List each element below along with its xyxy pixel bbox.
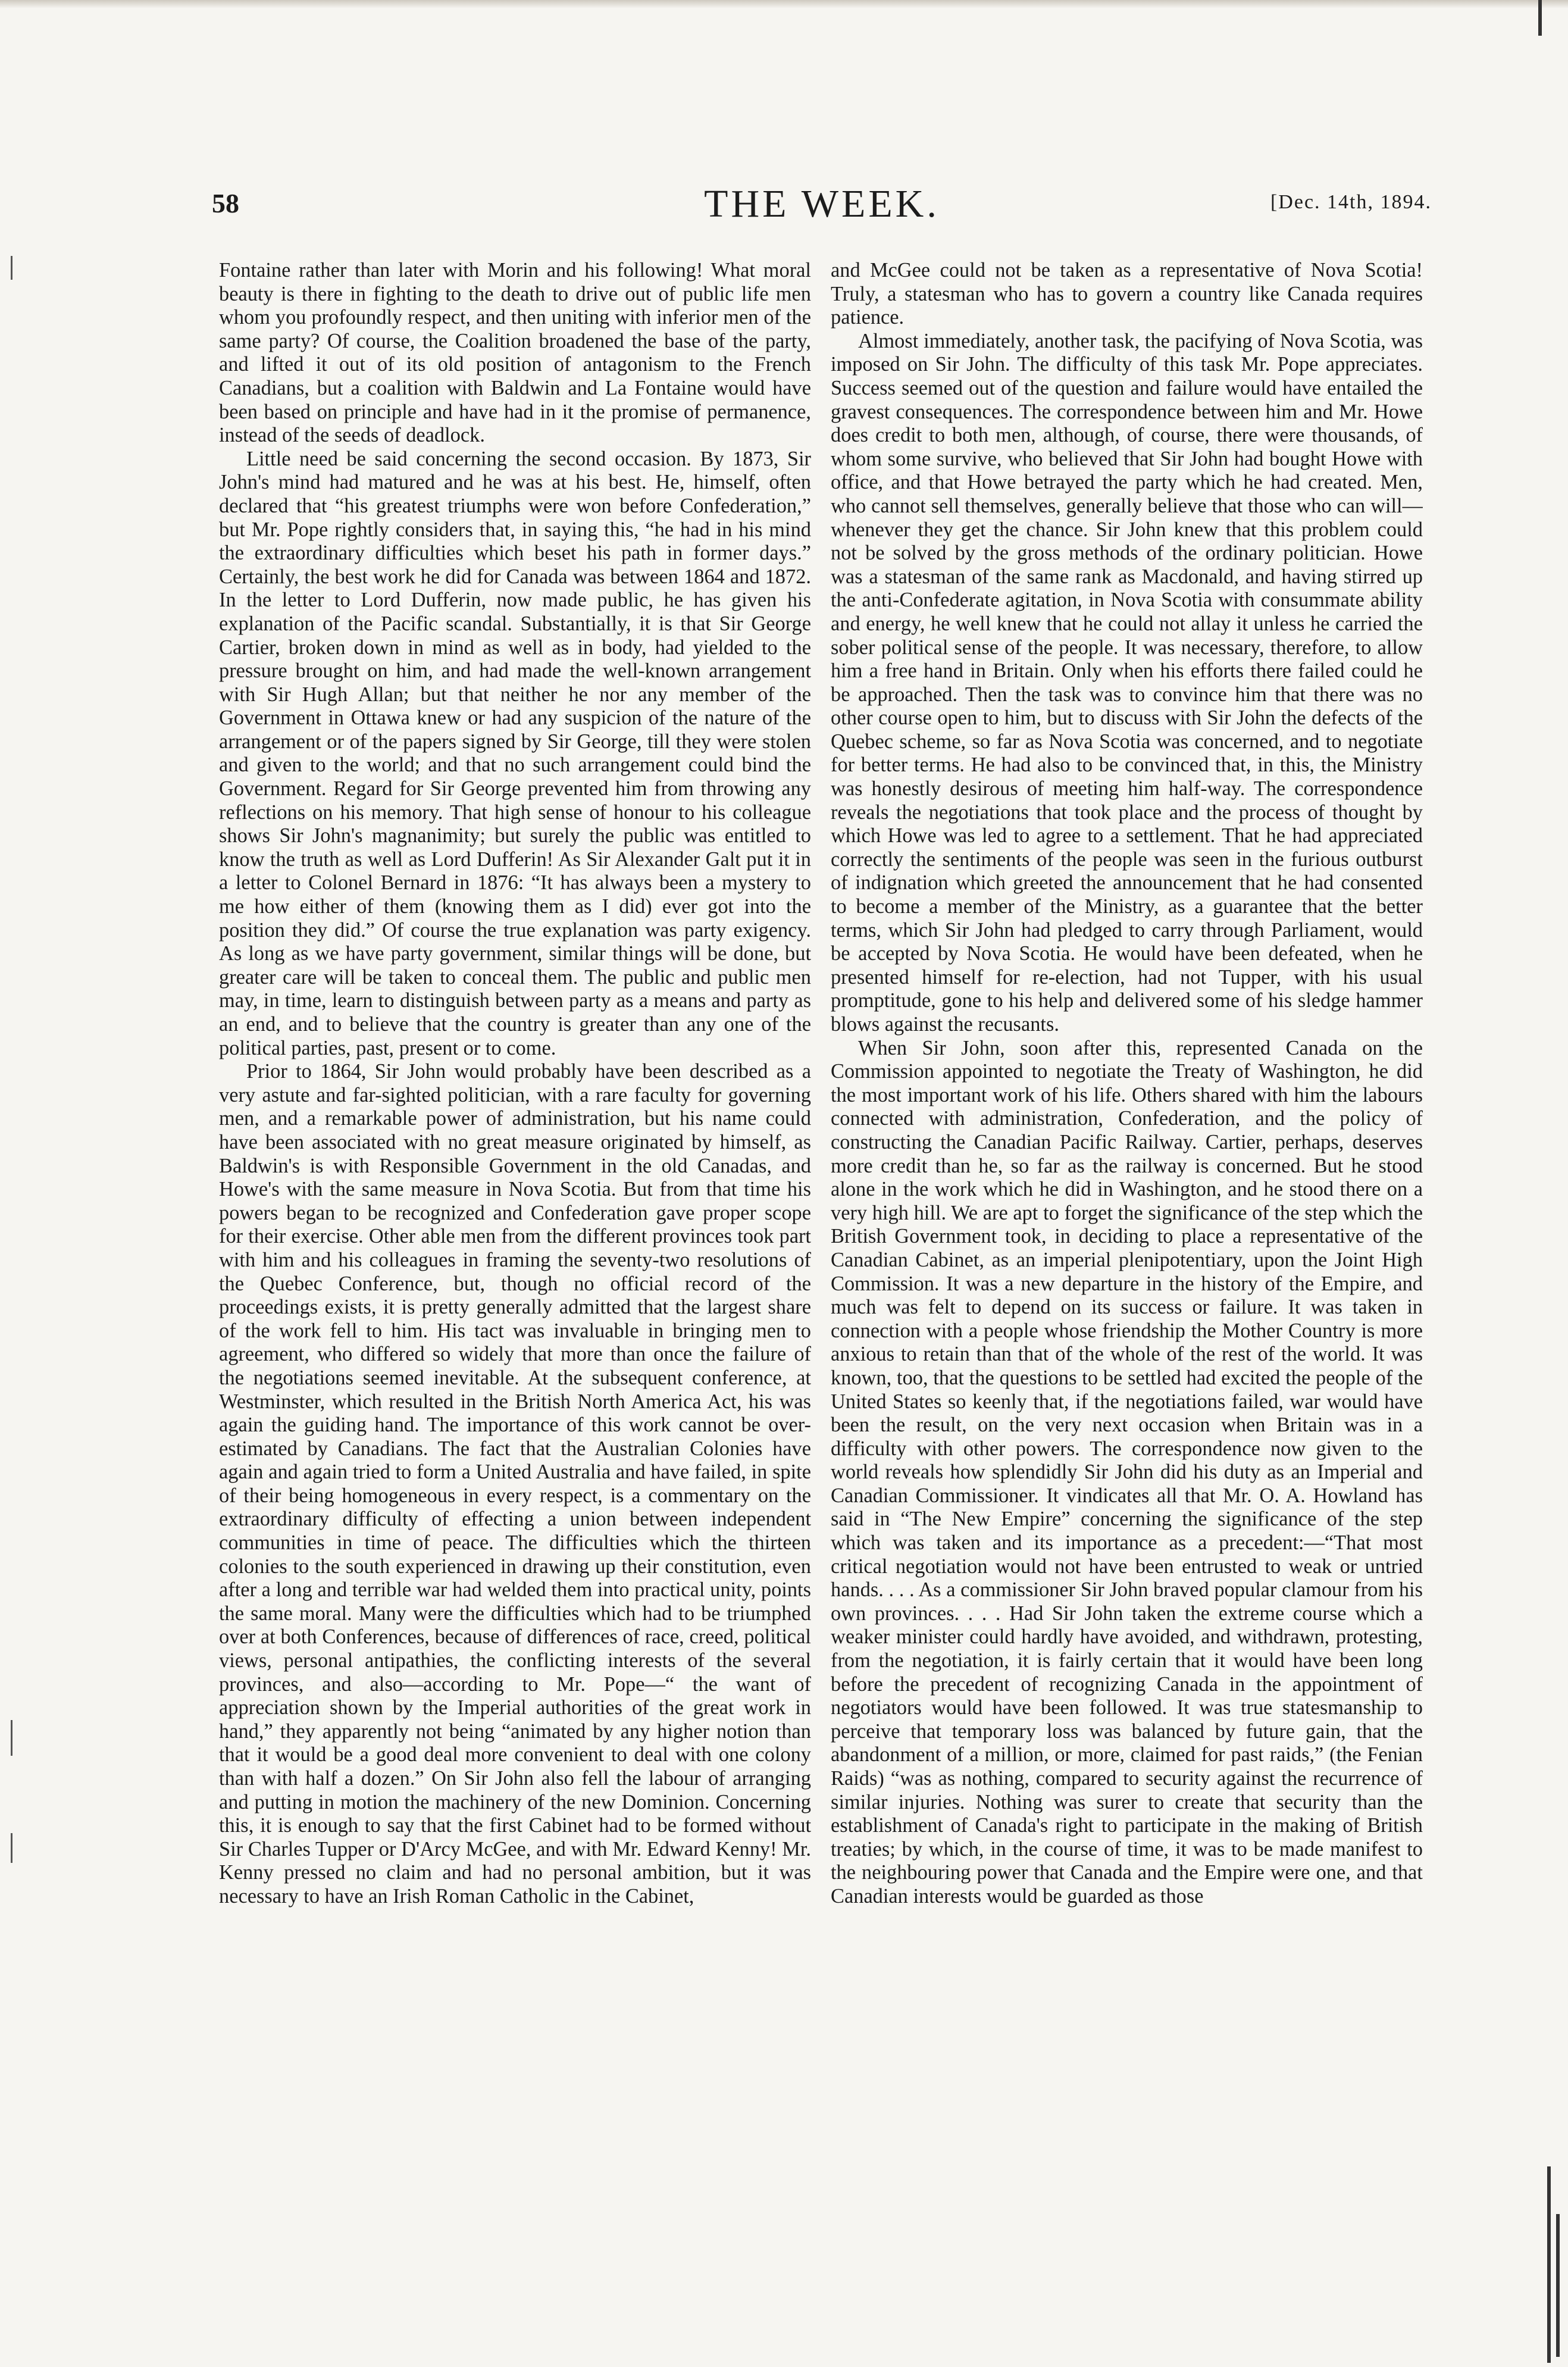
publication-title: THE WEEK. bbox=[704, 182, 940, 226]
paragraph: and McGee could not be taken as a representative of Nova Scotia! Truly, a statesman who has to govern a country like Canada requires patience. bbox=[831, 259, 1423, 329]
binding-marks-left bbox=[5, 256, 20, 2220]
paragraph: Fontaine rather than later with Morin and his following! What moral beauty is there in fighting to the death to drive out of public life men whom you profoundly respect, and then uniting with inferior men of the same party? Of course, the Coalition broadened the base of the party, and lifted it out of its old position of antagonism to the French Canadians, but a coalition with Baldwin and La Fontaine would have been based on principle and have had in it the promise of permanence, instead of the seeds of deadlock. bbox=[219, 259, 811, 447]
paragraph: Prior to 1864, Sir John would probably have been described as a very astute and far-sighted politician, with a rare faculty for governing men, and a remarkable power of administration, but his name could have been associated with no great measure originated by himself, as Baldwin's is with Responsible Government in the old Canadas, and Howe's with the same measure in Nova Scotia. But from that time his powers began to be recognized and Confederation gave proper scope for their exercise. Other able men from the different provinces took part with him and his colleagues in framing the seventy-two resolutions of the Quebec Conference, but, though no official record of the proceedings exists, it is pretty generally admitted that the largest share of the work fell to him. His tact was invaluable in bringing men to agreement, who differed so widely that more than once the failure of the negotiations seemed inevitable. At the subsequent conference, at Westminster, which resulted in the British North America Act, his was again the guiding hand. The importance of this work cannot be over-estimated by Canadians. The fact that the Australian Colonies have again and again tried to form a United Australia and have failed, in spite of their being homogeneous in every respect, is a commentary on the extraordinary difficulty of effecting a union between independent communities in time of peace. The difficulties which the thirteen colonies to the south experienced in drawing up their constitution, even after a long and terrible war had welded them into practical unity, points the same moral. Many were the difficulties which had to be triumphed over at both Conferences, because of differences of race, creed, political views, personal antipathies, the conflicting interests of the several provinces, and also—according to Mr. Pope—“ the want of appreciation shown by the Imperial authorities of the great work in hand,” they apparently not being “animated by any higher notion than that it would be a good deal more convenient to deal with one colony than with half a dozen.” On Sir John also fell the labour of arranging and putting in motion the machinery of the new Dominion. Concerning this, it is enough to say that the first Cabinet had to be formed without Sir Charles Tupper or D'Arcy McGee, and with Mr. Edward Kenny! Mr. Kenny pressed no claim and had no personal ambition, but it was necessary to have an Irish Roman Catholic in the Cabinet, bbox=[219, 1060, 811, 1908]
text-column-left bbox=[219, 259, 811, 2324]
issue-date: [Dec. 14th, 1894. bbox=[1270, 191, 1432, 213]
page-top-edge bbox=[0, 0, 1568, 8]
page-edge-right bbox=[1514, 0, 1568, 2367]
text-column-right bbox=[831, 259, 1423, 2324]
page-header bbox=[212, 182, 1432, 235]
page-number: 58 bbox=[212, 188, 239, 218]
paragraph: Almost immediately, another task, the pacifying of Nova Scotia, was imposed on Sir John. The difficulty of this task Mr. Pope appreciates. Success seemed out of the question and failure would have entailed the gravest consequences. The correspondence between him and Mr. Howe does credit to both men, although, of course, there were thousands, of whom some survive, who believed that Sir John had bought Howe with office, and that Howe betrayed the party which he had created. Men, who cannot sell themselves, generally believe that those who can will—whenever they get the chance. Sir John knew that this problem could not be solved by the gross methods of the ordinary politician. Howe was a statesman of the same rank as Macdonald, and having stirred up the anti-Confederate agitation, in Nova Scotia with consummate ability and energy, he well knew that he could not allay it unless he carried the sober political sense of the people. It was necessary, therefore, to allow him a free hand in Britain. Only when his efforts there failed could he be approached. Then the task was to convince him that there was no other course open to him, but to discuss with Sir John the defects of the Quebec scheme, so far as Nova Scotia was concerned, and to negotiate for better terms. He had also to be convinced that, in this, the Ministry was honestly desirous of meeting him half-way. The correspondence reveals the negotiations that took place and the process of thought by which Howe was led to agree to a settlement. That he had appreciated correctly the sentiments of the people was seen in the furious outburst of indignation which greeted the announcement that he had consented to become a member of the Ministry, as a guarantee that the better terms, which Sir John had pledged to carry through Parliament, would be accepted by Nova Scotia. He would have been defeated, when he presented himself for re-election, had not Tupper, with his usual promptitude, gone to his help and delivered some of his sledge hammer blows against the recusants. bbox=[831, 329, 1423, 1036]
paragraph: When Sir John, soon after this, represented Canada on the Commission appointed to negotiate the Treaty of Washington, he did the most important work of his life. Others shared with him the labours connected with administration, Confederation, and the policy of constructing the Canadian Pacific Railway. Cartier, perhaps, deserves more credit than he, so far as the railway is concerned. But he stood alone in the work which he did in Washington, and he stood there on a very high hill. We are apt to forget the significance of the step which the British Government took, in deciding to place a representative of the Canadian Cabinet, as an imperial plenipotentiary, upon the Joint High Commission. It was a new departure in the history of the Empire, and much was felt to depend on its success or failure. It was taken in connection with a people whose friendship the Mother Country is more anxious to retain than that of the whole of the rest of the world. It was known, too, that the questions to be settled had excited the people of the United States so keenly that, if the negotiations failed, war would have been the result, on the very next occasion when Britain was in a difficulty with other powers. The correspondence now given to the world reveals how splendidly Sir John did his duty as an Imperial and Canadian Commissioner. It vindicates all that Mr. O. A. Howland has said in “The New Empire” concerning the significance of the step which was taken and its importance as a precedent:—“That most critical negotiation would not have been entrusted to weak or untried hands. . . . As a commissioner Sir John braved popular clamour from his own provinces. . . . Had Sir John taken the extreme course which a weaker minister could hardly have avoided, and withdrawn, protesting, from the negotiation, it is fairly certain that it would have been long before the precedent of recognizing Canada in the appointment of negotiators would have been followed. It was true statesmanship to perceive that temporary loss was balanced by future gain, that the abandonment of a million, or more, claimed for past raids,” (the Fenian Raids) “was as nothing, compared to security against the recurrence of similar injuries. Nothing was surer to create that security than the establishment of Canada's right to participate in the making of British treaties; by which, in the course of time, it was to be made manifest to the neighbouring power that Canada and the Empire were one, and that Canadian interests would be guarded as those bbox=[831, 1036, 1423, 1908]
paragraph: Little need be said concerning the second occasion. By 1873, Sir John's mind had matured and he was at his best. He, himself, often declared that “his greatest triumphs were won before Confederation,” but Mr. Pope rightly considers that, in saying this, “he had in his mind the extraordinary difficulties which beset his path in former days.” Certainly, the best work he did for Canada was between 1864 and 1872. In the letter to Lord Dufferin, now made public, he has given his explanation of the Pacific scandal. Substantially, it is that Sir George Cartier, broken down in mind as well as in body, had yielded to the pressure brought on him, and had made the well-known arrangement with Sir Hugh Allan; but that neither he nor any member of the Government in Ottawa knew or had any suspicion of the nature of the arrangement or of the papers signed by Sir George, till they were stolen and given to the world; and that no such arrangement could bind the Government. Regard for Sir George prevented him from throwing any reflections on his memory. That high sense of honour to his colleague shows Sir John's magnanimity; but surely the public was entitled to know the truth as well as Lord Dufferin! As Sir Alexander Galt put it in a letter to Colonel Bernard in 1876: “It has always been a mystery to me how either of them (knowing them as I did) ever got into the position they did.” Of course the true explanation was party exigency. As long as we have party government, similar things will be done, but greater care will be taken to conceal them. The public and public men may, in time, learn to distinguish between party as a means and party as an end, and to believe that the country is greater than any one of the political parties, past, present or to come. bbox=[219, 447, 811, 1059]
